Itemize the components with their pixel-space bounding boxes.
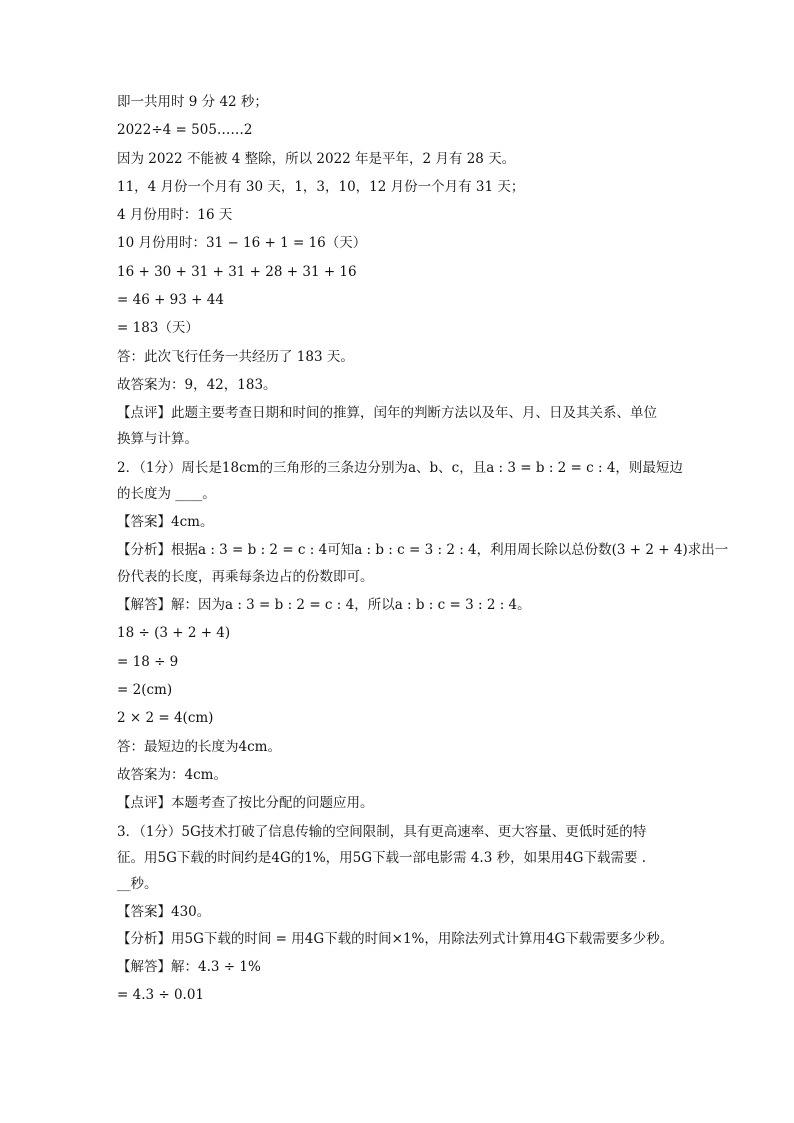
equation-line: = 46 + 93 + 44 <box>117 292 224 308</box>
equation-line: 16 + 30 + 31 + 31 + 28 + 31 + 16 <box>117 264 357 280</box>
equation-line: = 18 ÷ 9 <box>117 654 179 670</box>
answer-line: 答：此次飞行任务一共经历了 183 天。 <box>117 349 354 365</box>
text-line: 即一共用时 9 分 42 秒； <box>117 94 268 110</box>
question-line: 2．（1分）周长是18cm的三角形的三条边分别为a、b、c，且a : 3 = b : 2 = c : 4，则最短边 <box>117 460 683 476</box>
question-line: __秒。 <box>117 876 158 892</box>
equation-line: 18 ÷ (3 + 2 + 4) <box>117 625 231 641</box>
equation-line: = 2(cm) <box>117 682 173 698</box>
equation-line: 2 × 2 = 4(cm) <box>117 710 214 726</box>
question-line: 的长度为 ____。 <box>117 486 216 502</box>
solution-line: 【解答】解：4.3 ÷ 1% <box>117 959 261 975</box>
text-line: 因为 2022 不能被 4 整除，所以 2022 年是平年，2 月有 28 天。 <box>117 151 516 167</box>
equation-line: = 183（天） <box>117 320 199 336</box>
question-line: 征。用5G下载的时间约是4G的1%，用5G下载一部电影需 4.3 秒，如果用4G下载需要 . <box>117 850 647 866</box>
comment-line: 换算与计算。 <box>117 431 198 447</box>
text-line: 4 月份用时：16 天 <box>117 207 233 223</box>
answer-line: 故答案为：9，42，183。 <box>117 377 277 393</box>
analysis-line: 【分析】根据a : 3 = b : 2 = c : 4可知a : b : c = 3 : 2 : 4，利用周长除以总份数(3 + 2 + 4)求出一 <box>117 542 729 558</box>
text-line: 11，4 月份一个月有 30 天，1，3，10，12 月份一个月有 31 天； <box>117 179 525 195</box>
solution-line: 【解答】解：因为a : 3 = b : 2 = c : 4，所以a : b : c = 3 : 2 : 4。 <box>117 597 531 613</box>
text-line: 10 月份用时：31 − 16 + 1 = 16（天） <box>117 235 367 251</box>
equation-line: 2022÷4 = 505……2 <box>117 122 253 138</box>
equation-line: = 4.3 ÷ 0.01 <box>117 987 205 1003</box>
comment-line: 【点评】本题考查了按比分配的问题应用。 <box>117 795 374 811</box>
analysis-line: 【分析】用5G下载的时间 = 用4G下载的时间×1%，用除法列式计算用4G下载需要多少秒。 <box>117 931 674 947</box>
answer-line: 故答案为：4cm。 <box>117 767 227 783</box>
answer-line: 答：最短边的长度为4cm。 <box>117 739 281 755</box>
answer-line: 【答案】430。 <box>117 904 211 920</box>
analysis-line: 份代表的长度，再乘每条边占的份数即可。 <box>117 569 374 585</box>
comment-line: 【点评】此题主要考查日期和时间的推算，闰年的判断方法以及年、月、日及其关系、单位 <box>117 405 657 421</box>
answer-line: 【答案】4cm。 <box>117 514 214 530</box>
question-line: 3．（1分）5G技术打破了信息传输的空间限制，具有更高速率、更大容量、更低时延的特 <box>117 824 647 840</box>
